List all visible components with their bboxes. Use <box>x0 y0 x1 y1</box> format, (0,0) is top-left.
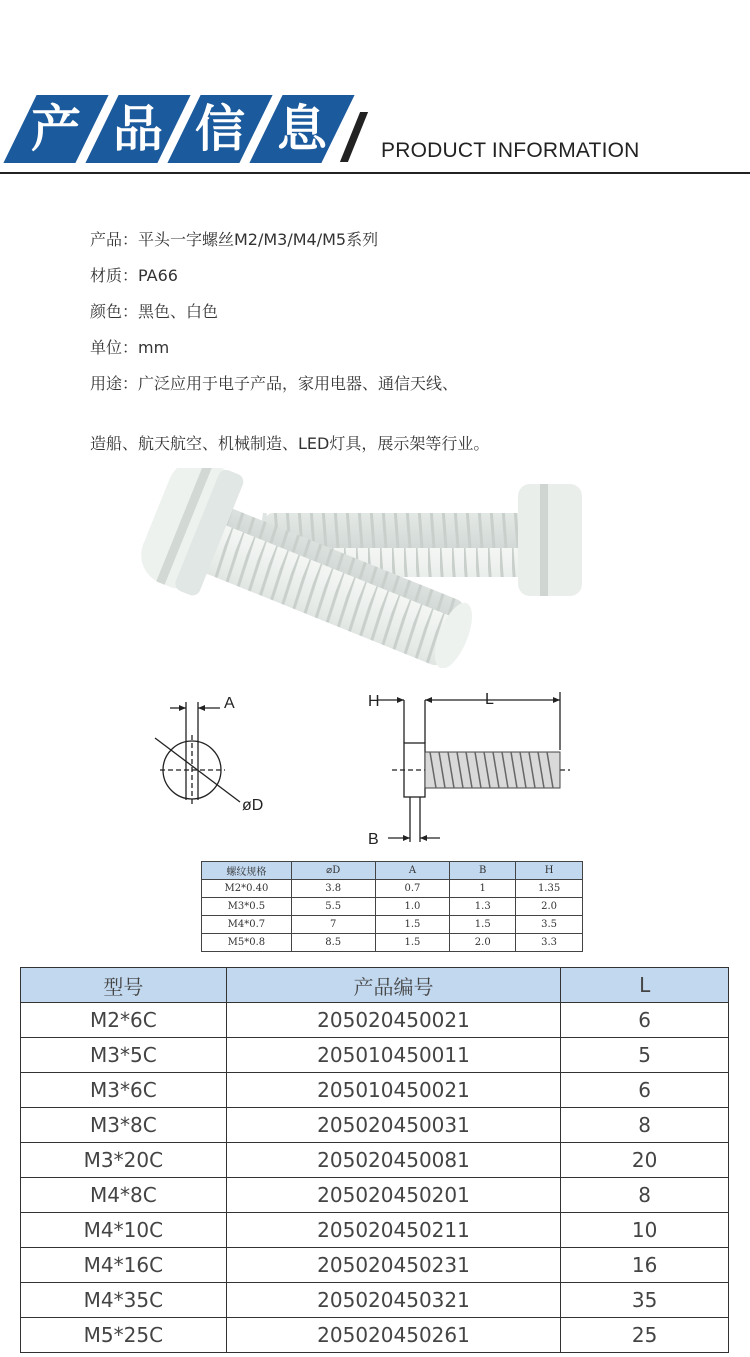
label-a: A <box>224 695 235 712</box>
table-row <box>21 1248 729 1283</box>
info-usage-line2: 造船、航天航空、机械制造、LED灯具，展示架等行业。 <box>90 434 490 453</box>
model-cell: M4*35C <box>21 1283 227 1318</box>
table-row <box>21 1178 729 1213</box>
spec-table <box>201 861 583 952</box>
table-row <box>21 1213 729 1248</box>
length-cell: 35 <box>561 1283 729 1318</box>
length-cell: 8 <box>561 1108 729 1143</box>
table-row <box>202 934 583 952</box>
label-b: B <box>368 831 379 848</box>
spec-cell: 1.5 <box>375 934 450 952</box>
length-cell: 20 <box>561 1143 729 1178</box>
code-cell: 205020450021 <box>226 1003 561 1038</box>
model-cell: M3*6C <box>21 1073 227 1108</box>
spec-header-cell: ⌀D <box>291 862 375 880</box>
title-char-3: 信 <box>195 100 245 158</box>
title-char-2: 品 <box>113 100 163 158</box>
model-cell: M3*8C <box>21 1108 227 1143</box>
code-cell: 205020450081 <box>226 1143 561 1178</box>
table-row <box>202 898 583 916</box>
table-row <box>21 1038 729 1073</box>
spec-cell: 5.5 <box>291 898 375 916</box>
label-l: L <box>485 691 494 708</box>
label-d: øD <box>242 797 264 814</box>
info-product: 产品：平头一字螺丝M2/M3/M4/M5系列 <box>90 230 379 249</box>
spec-cell: 3.3 <box>516 934 583 952</box>
code-cell: 205020450261 <box>226 1318 561 1353</box>
spec-header-cell: B <box>450 862 516 880</box>
table-row <box>21 1143 729 1178</box>
model-table <box>20 967 729 1353</box>
length-cell: 16 <box>561 1248 729 1283</box>
spec-header-cell: 螺纹规格 <box>202 862 292 880</box>
spec-header-cell: A <box>375 862 450 880</box>
section-subtitle: PRODUCT INFORMATION <box>381 139 640 162</box>
model-header-cell: 产品编号 <box>226 968 561 1003</box>
model-cell: M4*10C <box>21 1213 227 1248</box>
spec-header-row <box>202 862 583 880</box>
dimension-diagram <box>130 680 590 850</box>
label-h: H <box>368 693 380 710</box>
title-char-4: 息 <box>277 100 327 158</box>
product-photo <box>140 468 610 668</box>
table-row <box>21 1283 729 1318</box>
section-header <box>0 0 750 180</box>
spec-cell: M4*0.7 <box>202 916 292 934</box>
model-cell: M3*5C <box>21 1038 227 1073</box>
code-cell: 205020450211 <box>226 1213 561 1248</box>
spec-cell: M5*0.8 <box>202 934 292 952</box>
table-row <box>21 1318 729 1353</box>
model-cell: M3*20C <box>21 1143 227 1178</box>
model-cell: M2*6C <box>21 1003 227 1038</box>
spec-cell: 0.7 <box>375 880 450 898</box>
spec-header-cell: H <box>516 862 583 880</box>
length-cell: 25 <box>561 1318 729 1353</box>
spec-cell: 7 <box>291 916 375 934</box>
code-cell: 205020450031 <box>226 1108 561 1143</box>
spec-cell: M2*0.40 <box>202 880 292 898</box>
model-header-row <box>21 968 729 1003</box>
spec-cell: 3.8 <box>291 880 375 898</box>
side-view-thread <box>425 752 560 788</box>
title-char-1: 产 <box>31 100 81 158</box>
side-view-head <box>404 743 425 797</box>
code-cell: 205020450321 <box>226 1283 561 1318</box>
spec-cell: M3*0.5 <box>202 898 292 916</box>
length-cell: 5 <box>561 1038 729 1073</box>
model-cell: M5*25C <box>21 1318 227 1353</box>
spec-cell: 1 <box>450 880 516 898</box>
code-cell: 205020450231 <box>226 1248 561 1283</box>
info-usage-line1: 用途：广泛应用于电子产品，家用电器、通信天线、 <box>90 374 459 393</box>
spec-cell: 1.35 <box>516 880 583 898</box>
info-unit: 单位：mm <box>90 338 170 357</box>
length-cell: 8 <box>561 1178 729 1213</box>
spec-cell: 3.5 <box>516 916 583 934</box>
model-header-cell: L <box>561 968 729 1003</box>
length-cell: 6 <box>561 1003 729 1038</box>
spec-cell: 2.0 <box>516 898 583 916</box>
table-row <box>21 1073 729 1108</box>
code-cell: 205010450011 <box>226 1038 561 1073</box>
spec-cell: 1.3 <box>450 898 516 916</box>
spec-cell: 8.5 <box>291 934 375 952</box>
table-row <box>21 1108 729 1143</box>
table-row <box>202 880 583 898</box>
model-cell: M4*8C <box>21 1178 227 1213</box>
header-divider <box>0 172 750 174</box>
table-row <box>202 916 583 934</box>
model-header-cell: 型号 <box>21 968 227 1003</box>
info-material: 材质：PA66 <box>90 266 178 285</box>
spec-cell: 1.5 <box>450 916 516 934</box>
length-cell: 10 <box>561 1213 729 1248</box>
spec-cell: 1.5 <box>375 916 450 934</box>
model-cell: M4*16C <box>21 1248 227 1283</box>
spec-cell: 2.0 <box>450 934 516 952</box>
info-color: 颜色：黑色、白色 <box>90 302 219 321</box>
code-cell: 205020450201 <box>226 1178 561 1213</box>
spec-cell: 1.0 <box>375 898 450 916</box>
code-cell: 205010450021 <box>226 1073 561 1108</box>
length-cell: 6 <box>561 1073 729 1108</box>
header-slash <box>340 112 368 162</box>
table-row <box>21 1003 729 1038</box>
